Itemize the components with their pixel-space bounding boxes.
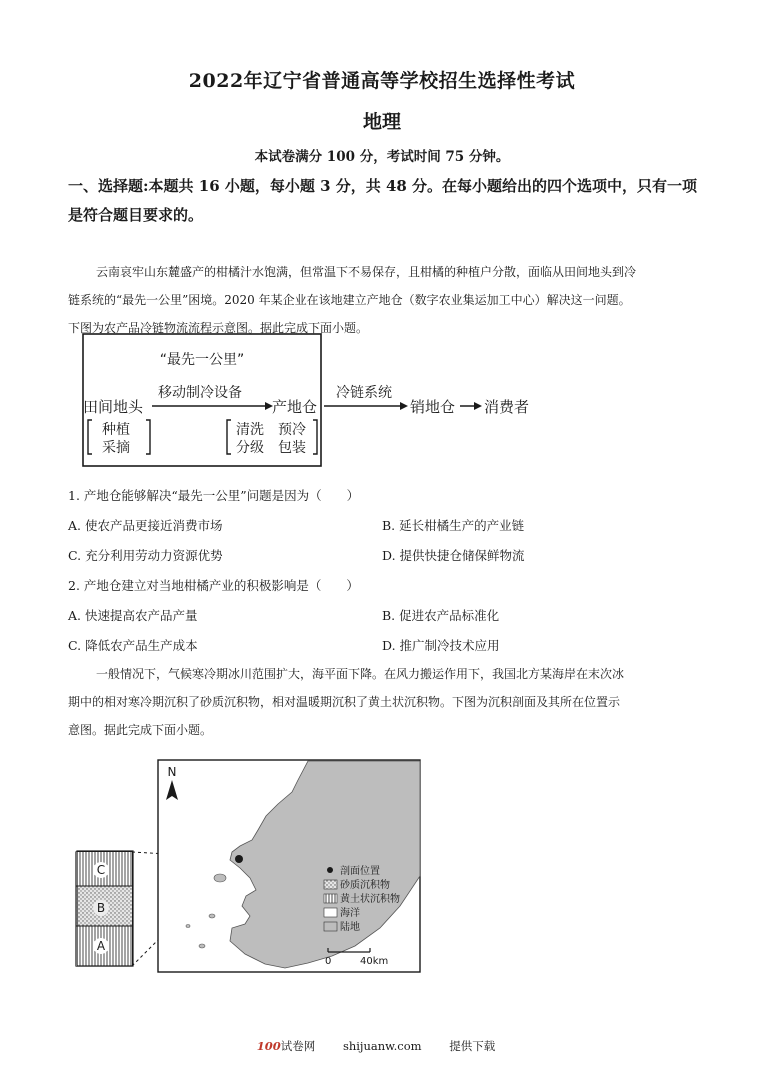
island [209, 914, 215, 918]
question-2-stem: 2. 产地仓建立对当地柑橘产业的积极影响是（ ） [68, 578, 359, 593]
legend-land-swatch [324, 922, 337, 931]
warehouse-bracket-left [227, 420, 231, 454]
warehouse-sub-grade: 分级 [236, 440, 264, 456]
legend-ocean-swatch [324, 908, 337, 917]
cold-chain-flow-diagram [80, 330, 540, 472]
question-1-option-c[interactable]: C. 充分利用劳动力资源优势 [68, 548, 223, 563]
question-2-option-b[interactable]: B. 促进农产品标准化 [382, 608, 500, 623]
legend-land-label: 陆地 [340, 922, 360, 933]
sales-warehouse-label: 销地仓 [410, 398, 456, 416]
consumer-label: 消费者 [484, 398, 530, 416]
island [214, 874, 226, 882]
section-heading-line1: 一、选择题:本题共 16 小题，每小题 3 分，共 48 分。在每小题给出的四个选项中，只有一项 [68, 177, 698, 195]
field-label: 田间地头 [83, 398, 144, 416]
legend-loess-swatch [324, 894, 337, 903]
section-heading-line2: 是符合题目要求的。 [68, 206, 204, 224]
scale-zero-label: 0 [325, 956, 332, 967]
passage-1-line3: 下图为农产品冷链物流流程示意图。据此完成下面小题。 [68, 321, 369, 335]
legend-sand-label: 砂质沉积物 [340, 880, 390, 891]
site-logo: 100 [256, 1039, 281, 1053]
passage-1-line1: 云南哀牢山东麓盛产的柑橘汁水饱满，但常温下不易保存，且柑橘的种植户分散，面临从田间地头到冷 [96, 265, 637, 279]
first-mile-title: “最先一公里” [159, 352, 245, 368]
legend-ocean-label: 海洋 [340, 908, 360, 919]
passage-2 [68, 660, 708, 744]
download-text: 提供下载 [449, 1039, 496, 1053]
warehouse-sub-pack: 包装 [278, 440, 306, 456]
warehouse-sub-wash: 清洗 [236, 422, 264, 438]
layer-a-label: A [96, 939, 106, 953]
legend-loess-label: 黄土状沉积物 [340, 894, 400, 905]
sediment-profile-map-figure [70, 756, 430, 976]
question-1-option-d[interactable]: D. 提供快捷仓储保鲜物流 [382, 548, 525, 563]
exam-instructions: 本试卷满分 100 分，考试时间 75 分钟。 [254, 149, 510, 165]
passage-2-line2: 期中的相对寒冷期沉积了砂质沉积物，相对温暖期沉积了黄土状沉积物。下图为沉积剖面及其所在位置示 [68, 695, 621, 709]
north-label: N [167, 765, 177, 779]
layer-c-label: C [96, 863, 106, 877]
arrow3-head [474, 402, 482, 410]
layer-b-label: B [96, 901, 106, 915]
question-1-stem: 1. 产地仓能够解决“最先一公里”问题是因为（ ） [68, 488, 360, 503]
page-footer [0, 1038, 764, 1054]
question-2-option-d[interactable]: D. 推广制冷技术应用 [382, 638, 500, 653]
passage-1-line2: 链系统的“最先一公里”困境。2020 年某企业在该地建立产地仓（数字农业集运加工中心）解决这一问题。 [68, 293, 631, 307]
island [199, 944, 205, 948]
field-sub-picking: 采摘 [102, 440, 130, 456]
scale-end-label: 40km [360, 956, 389, 967]
warehouse-sub-precool: 预冷 [278, 422, 306, 438]
question-2-option-a[interactable]: A. 快速提高农产品产量 [68, 608, 198, 623]
arrow2-label: 冷链系统 [336, 385, 392, 401]
exam-title: 2022年辽宁省普通高等学校招生选择性考试 [188, 70, 576, 92]
warehouse-label: 产地仓 [272, 398, 318, 416]
warehouse-bracket-right [313, 420, 317, 454]
arrow2-head [400, 402, 408, 410]
site-name: 试卷网 [280, 1039, 316, 1053]
field-bracket-right [146, 420, 150, 454]
island [186, 925, 190, 928]
passage-2-line3: 意图。据此完成下面小题。 [68, 723, 213, 737]
profile-location-marker [235, 855, 243, 863]
section-heading [68, 172, 708, 230]
subject-title: 地理 [362, 111, 401, 133]
field-sub-planting: 种植 [102, 422, 130, 438]
legend-sand-swatch [324, 880, 337, 889]
question-1-option-b[interactable]: B. 延长柑橘生产的产业链 [382, 518, 525, 533]
passage-2-line1: 一般情况下，气候寒冷期冰川范围扩大，海平面下降。在风力搬运作用下，我国北方某海岸在末次冰 [96, 667, 625, 681]
site-domain-link[interactable]: shijuanw.com [342, 1039, 422, 1053]
legend-profile-label: 剖面位置 [340, 866, 380, 877]
legend-profile-swatch [327, 867, 333, 873]
field-bracket-left [88, 420, 92, 454]
question-2-option-c[interactable]: C. 降低农产品生产成本 [68, 638, 198, 653]
arrow1-label: 移动制冷设备 [158, 385, 242, 401]
question-1-option-a[interactable]: A. 使农产品更接近消费市场 [68, 518, 223, 533]
